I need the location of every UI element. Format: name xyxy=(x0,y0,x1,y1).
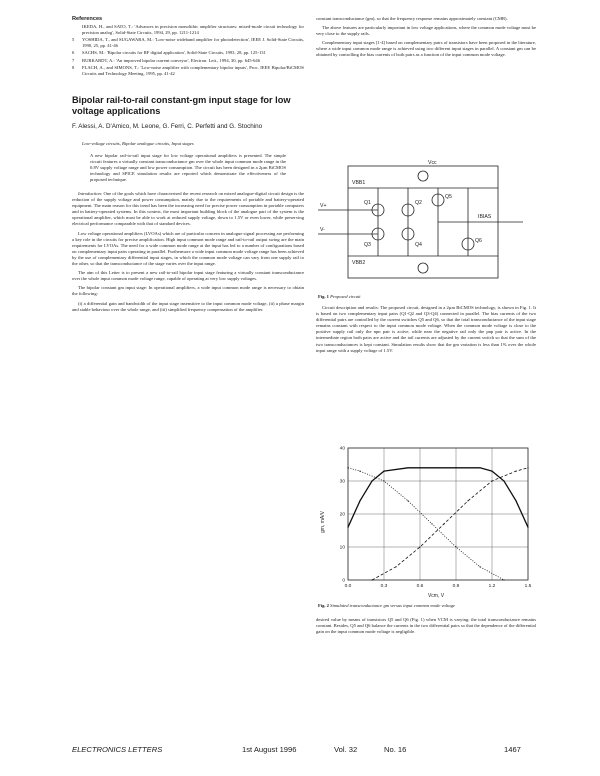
chart-series-line xyxy=(348,468,504,580)
chart-data-point xyxy=(527,527,528,528)
chart-data-point xyxy=(419,546,420,547)
current-source xyxy=(418,171,428,181)
footer-date: 1st August 1996 xyxy=(242,745,297,754)
figure-2-caption: Fig. 2 Simulated transconductance gm versus input common mode voltage xyxy=(318,603,456,608)
right-column-top xyxy=(316,16,536,62)
intro-lead: Introduction: xyxy=(78,191,103,196)
label-q4: Q4 xyxy=(415,242,422,248)
chart-data-point xyxy=(371,579,372,580)
body-paragraph: The bipolar constant gm input stage: In operational amplifiers, a wide input common mode range is necessary to obtain the following: xyxy=(72,285,304,297)
chart-series-line xyxy=(372,468,528,580)
chart-data-point xyxy=(527,467,528,468)
article-title: Bipolar rail-to-rail constant-gm input stage for low voltage applications xyxy=(72,94,291,116)
footer-issue: No. 16 xyxy=(384,745,407,754)
label-q2: Q2 xyxy=(415,200,422,206)
page-footer xyxy=(72,745,530,757)
chart-x-tick-label: 0.0 xyxy=(344,584,352,589)
chart-y-tick-label: 30 xyxy=(339,479,345,485)
chart-data-point xyxy=(347,467,348,468)
body-paragraph: Introduction: One of the goals which have characterised the recent research on mixed analogue-digital circuit design is the reduction of the supply voltage and power consumption, mainly due to the requirements of portable and battery-operated equipment. The main reason for this trend has been the increasing need for precise power consumption in portable computers and in battery-operated systems. In this context, the most important building block of the analogue part of the system is the operational amplifier, which must be able to work at reduced supply voltage, down to 1.5V or even lower, while preserving electrical performance comparable with that of standard devices. xyxy=(72,191,304,227)
chart-y-label: gm, mA/V xyxy=(320,511,326,533)
chart-data-point xyxy=(515,471,516,472)
article-authors: F. Alessi, A. D'Amico, M. Leone, G. Ferri, C. Perfetti and G. Stochino xyxy=(72,123,263,131)
label-ibias: IBIAS xyxy=(478,214,492,220)
chart-data-point xyxy=(491,471,492,472)
chart-data-point xyxy=(455,546,456,547)
chart-data-point xyxy=(455,467,456,468)
chart-y-tick-label: 0 xyxy=(342,578,345,584)
chart-data-point xyxy=(359,500,360,501)
chart-data-point xyxy=(503,480,504,481)
chart-data-point xyxy=(383,480,384,481)
right-column-bottom xyxy=(316,617,536,638)
label-vbb2: VBB2 xyxy=(352,260,366,266)
label-q3: Q3 xyxy=(364,242,371,248)
chart-data-point xyxy=(467,500,468,501)
chart-data-point xyxy=(371,480,372,481)
chart-data-point xyxy=(407,500,408,501)
current-source xyxy=(418,263,428,273)
body-paragraph: (i) a differential gain and bandwidth of the input stage insensitive to the input common mode voltage, (ii) a phase margin and stable behaviour over the whole range, and (iii) simplified frequency compensation of the amplifier. xyxy=(72,300,304,312)
chart-data-point xyxy=(431,467,432,468)
reference-continued: IKEDA, H., and SATO, T.: 'Advances in precision monolithic amplifier structures: mixed-mode circuit technology for precision analog', Solid-State Circuits, 1994, 29, pp. 1211-1214 xyxy=(82,24,304,36)
footer-page: 1467 xyxy=(504,745,521,754)
body-paragraph: Complementary input stages [1-4] based on complementary pairs of transistors have been proposed in the literature, where a wide input common mode range is achieved using two different input stages in parallel. A constant gm can be obtained by controlling the bias currents of both pairs as a function of the input common mode voltage. xyxy=(316,40,536,58)
chart-data-point xyxy=(347,527,348,528)
chart-y-tick-label: 40 xyxy=(339,446,345,452)
footer-volume: Vol. 32 xyxy=(334,745,358,754)
chart-data-point xyxy=(479,467,480,468)
left-column xyxy=(72,16,304,316)
chart-data-point xyxy=(407,467,408,468)
reference-item: 8 FLACH, A., and SIMONS, T.: 'Low-noise amplifier with complementary bipolar inputs', Proc. IEEE Bipolar/BiCMOS Circuits and Technology Meeting, 1995, pp. 41-42 xyxy=(72,64,304,76)
article-keywords: Low-voltage circuits, Bipolar analogue circuits, Input stages xyxy=(82,141,194,147)
chart-data-point xyxy=(383,471,384,472)
body-paragraph: The aim of this Letter is to present a new rail-to-rail bipolar input stage featuring a virtually constant transconductance over the whole input common mode voltage range, capable of operating at very low supply voltages. xyxy=(72,270,304,282)
chart-data-point xyxy=(395,566,396,567)
label-vplus: V+ xyxy=(320,203,327,209)
reference-item: 7 BURKARDT, A.: 'An improved bipolar current conveyor', Electron. Lett., 1994, 30, pp. 645-646 xyxy=(72,57,261,63)
chart-x-tick-label: 1.5 xyxy=(524,584,532,589)
references-heading: References xyxy=(72,16,103,22)
label-q5: Q5 xyxy=(445,194,452,200)
right-column-middle xyxy=(316,305,536,357)
body-paragraph: The above features are particularly important in low voltage applications, where the common mode voltage must be very close to the supply rails. xyxy=(316,25,536,37)
gm-chart xyxy=(316,440,536,600)
chart-series-line xyxy=(348,468,528,527)
chart-data-point xyxy=(491,480,492,481)
article-abstract: A new bipolar rail-to-rail input stage for low voltage operational amplifiers is presented. The simple circuit features a virtually constant transconductance gm over the whole input common mode range in the 0.8V supply voltage range and low power consumption. The circuit has been designed in a 2µm BiCMOS technology and SPICE simulation results are reported which demonstrate the effectiveness of the proposed technique. xyxy=(90,152,286,182)
body-paragraph: desired value by means of transistors Q5 and Q6 (Fig. 1) when VCM is varying; the total transconductance remains constant. Besides, Q5 and Q6 balance the currents in the two differential pairs so that the dependence of the differential gain on the input common mode voltage is negligible. xyxy=(316,617,536,635)
chart-x-tick-label: 0.9 xyxy=(452,584,460,589)
body-paragraph: Circuit description and results: The proposed circuit, designed in a 2µm BiCMOS technology, is shown in Fig. 1. It is based on two complementary input pairs (Q1-Q2 and Q3-Q4) connected in parallel. The bias currents of the two differential pairs are controlled by the current switches Q5 and Q6, so that the total transconductance of the input stage remains constant with respect to the input common mode voltage. When the common mode voltage is close to the positive supply rail only the npn pair is active, while near the negative rail only the pnp pair is active. In the intermediate region both pairs are active and the tail currents are adjusted by the current switch so that the sum of the two transconductances is kept constant. Simulation results show that the gm variation is less than 1% over the whole input range with a supply voltage of 1.5V. xyxy=(316,305,536,353)
chart-x-tick-label: 0.3 xyxy=(380,584,388,589)
chart-data-point xyxy=(431,523,432,524)
circuit-diagram xyxy=(318,160,528,290)
reference-item: 5 YOSHIDA, T., and SUGAWARA, M.: 'Low-noise wideband amplifier for photodetection', IEEE J. Solid-State Circuits, 1990, 25, pp. 41-46 xyxy=(72,37,304,49)
body-paragraph: constant transconductance (gm), so that the frequency response remains approximately constant (CMR). xyxy=(316,16,508,21)
label-q1: Q1 xyxy=(364,200,371,206)
label-q6: Q6 xyxy=(475,238,482,244)
reference-item: 6 SACHS, M.: 'Bipolar circuits for RF digital application', Solid-State Circuits, 1993, 28, pp. 125-131 xyxy=(72,50,266,56)
label-vcc: Vcc xyxy=(428,160,437,166)
label-vminus: V- xyxy=(320,227,325,233)
figure-1-caption: Fig. 1 Proposed circuit xyxy=(318,294,361,299)
footer-journal: ELECTRONICS LETTERS xyxy=(72,745,163,754)
chart-data-point xyxy=(359,471,360,472)
chart-data-point xyxy=(503,579,504,580)
chart-x-tick-label: 1.2 xyxy=(488,584,496,589)
chart-data-point xyxy=(479,566,480,567)
chart-data-point xyxy=(515,500,516,501)
chart-data-point xyxy=(443,523,444,524)
chart-x-tick-label: 0.6 xyxy=(416,584,424,589)
chart-y-tick-label: 20 xyxy=(339,512,345,518)
chart-x-label: Vcm, V xyxy=(427,593,445,599)
chart-y-tick-label: 10 xyxy=(339,545,345,551)
label-vbb1: VBB1 xyxy=(352,180,366,186)
body-paragraph: Low voltage operational amplifiers (LVOAs) which are of particular concern in analogue signal processing are performing a key role in the circuits for precise amplification. High input common mode range and rail-to-rail output swing are the main requirements for LVOAs. The need for a wide common mode range at the input has led to a number of configurations based on complementary input pairs operating in parallel. Furthermore a wide input common mode voltage range has been achieved by the use of complementary differential input stages, in which the common mode voltage can vary from one supply rail to the other, so that the transconductance of the stage varies over the input range. xyxy=(72,230,304,267)
